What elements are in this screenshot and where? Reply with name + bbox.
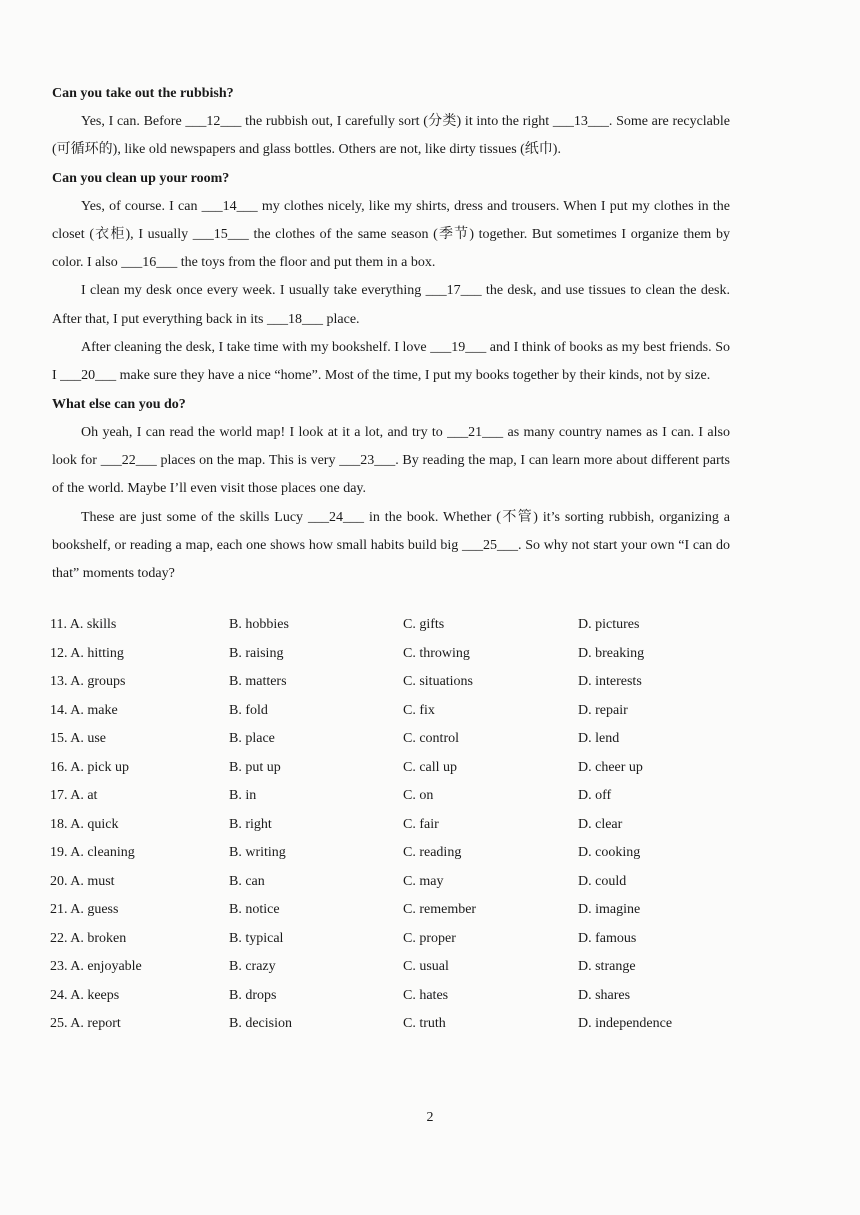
passage-paragraph: After cleaning the desk, I take time with my bookshelf. I love ___19___ and I think of books as my best friends. So I ___20___ make sure they have a nice “home”. Most of the time, I put my books together by their kinds, not by size. <box>52 340 730 384</box>
option-a: 15. A. use <box>50 731 106 746</box>
option-row <box>50 731 750 760</box>
option-c: C. gifts <box>403 617 445 632</box>
option-row <box>50 788 750 817</box>
option-row <box>50 617 750 646</box>
option-row <box>50 874 750 903</box>
option-c: C. throwing <box>403 645 470 661</box>
option-a: 24. A. keeps <box>50 987 120 1003</box>
option-row <box>50 817 750 846</box>
passage-paragraph: Yes, I can. Before ___12___ the rubbish out, I carefully sort (分类) it into the right ___13___. Some are recyclable (可循环的), like old newspapers and glass bottles. Others are not, like dirty tissues (纸巾). <box>52 114 730 158</box>
option-d: D. breaking <box>578 645 645 661</box>
option-row <box>50 646 750 675</box>
option-row <box>50 1016 750 1045</box>
option-b: B. in <box>229 788 257 803</box>
option-b: B. typical <box>229 930 284 946</box>
option-c: C. on <box>403 788 434 803</box>
option-c: C. fair <box>403 816 439 832</box>
passage-paragraph: Yes, of course. I can ___14___ my clothes nicely, like my shirts, dress and trousers. When I put my clothes in the closet (衣柜), I usually ___15___ the clothes of the same season (季节) together. But sometimes I organize them by color. I also ___16___ the toys from the floor and put them in a box. <box>52 198 730 271</box>
option-d: D. pictures <box>578 617 640 632</box>
option-d: D. lend <box>578 731 620 746</box>
option-a: 19. A. cleaning <box>50 845 135 860</box>
option-row <box>50 959 750 988</box>
option-c: C. truth <box>403 1016 446 1031</box>
option-d: D. independence <box>578 1016 673 1031</box>
option-b: B. writing <box>229 845 286 860</box>
option-a: 14. A. make <box>50 702 118 718</box>
option-b: B. notice <box>229 902 280 917</box>
option-d: D. strange <box>578 959 636 974</box>
option-d: D. off <box>578 788 612 803</box>
option-d: D. clear <box>578 816 623 832</box>
option-a: 16. A. pick up <box>50 759 129 775</box>
option-a: 12. A. hitting <box>50 645 124 661</box>
passage-paragraph: These are just some of the skills Lucy ___24___ in the book. Whether (不管) it’s sorting rubbish, organizing a bookshelf, or reading a map, each one shows how small habits build big ___25___. So why not start your own “I can do that” moments today? <box>52 509 730 582</box>
option-c: C. control <box>403 731 459 746</box>
option-a: 21. A. guess <box>50 902 119 917</box>
option-c: C. proper <box>403 930 456 946</box>
option-c: C. call up <box>403 759 458 775</box>
option-a: 11. A. skills <box>50 617 117 632</box>
option-c: C. hates <box>403 987 449 1003</box>
option-row <box>50 902 750 931</box>
reading-passage <box>52 80 730 588</box>
option-a: 22. A. broken <box>50 930 127 946</box>
option-b: B. hobbies <box>229 617 289 632</box>
option-c: C. reading <box>403 845 462 860</box>
option-b: B. place <box>229 731 275 746</box>
option-b: B. crazy <box>229 959 276 974</box>
page-number: 2 <box>426 1110 434 1125</box>
option-d: D. cheer up <box>578 759 643 775</box>
section-heading-room: Can you clean up your room? <box>52 170 230 186</box>
option-b: B. right <box>229 816 272 832</box>
option-c: C. usual <box>403 959 449 974</box>
option-b: B. matters <box>229 674 287 689</box>
option-c: C. situations <box>403 674 474 689</box>
option-row <box>50 703 750 732</box>
option-a: 13. A. groups <box>50 674 126 689</box>
option-d: D. shares <box>578 987 631 1003</box>
option-row <box>50 931 750 960</box>
option-a: 25. A. report <box>50 1016 121 1031</box>
passage-paragraph: Oh yeah, I can read the world map! I look at it a lot, and try to ___21___ as many country names as I can. I also look for ___22___ places on the map. This is very ___23___. By reading the map, I can learn more about different parts of the world. Maybe I’ll even visit those places one day. <box>52 424 730 497</box>
passage-paragraph: I clean my desk once every week. I usually take everything ___17___ the desk, and use tissues to clean the desk. After that, I put everything back in its ___18___ place. <box>52 283 730 327</box>
option-b: B. raising <box>229 645 284 661</box>
option-a: 20. A. must <box>50 873 115 889</box>
option-b: B. put up <box>229 759 281 775</box>
option-row <box>50 674 750 703</box>
option-d: D. repair <box>578 702 628 718</box>
option-c: C. remember <box>403 902 477 917</box>
option-a: 18. A. quick <box>50 816 119 832</box>
option-row <box>50 845 750 874</box>
option-c: C. fix <box>403 702 435 718</box>
section-heading-else: What else can you do? <box>52 396 186 412</box>
option-d: D. famous <box>578 930 637 946</box>
option-b: B. fold <box>229 702 268 718</box>
option-a: 23. A. enjoyable <box>50 959 142 974</box>
option-b: B. can <box>229 873 265 889</box>
option-d: D. cooking <box>578 845 641 860</box>
option-d: D. imagine <box>578 902 641 917</box>
option-b: B. drops <box>229 987 277 1003</box>
option-c: C. may <box>403 873 444 889</box>
answer-options <box>50 617 750 1045</box>
option-d: D. could <box>578 873 627 889</box>
option-a: 17. A. at <box>50 788 98 803</box>
option-b: B. decision <box>229 1016 292 1031</box>
option-d: D. interests <box>578 674 642 689</box>
option-row <box>50 760 750 789</box>
section-heading-rubbish: Can you take out the rubbish? <box>52 86 234 101</box>
option-row <box>50 988 750 1017</box>
